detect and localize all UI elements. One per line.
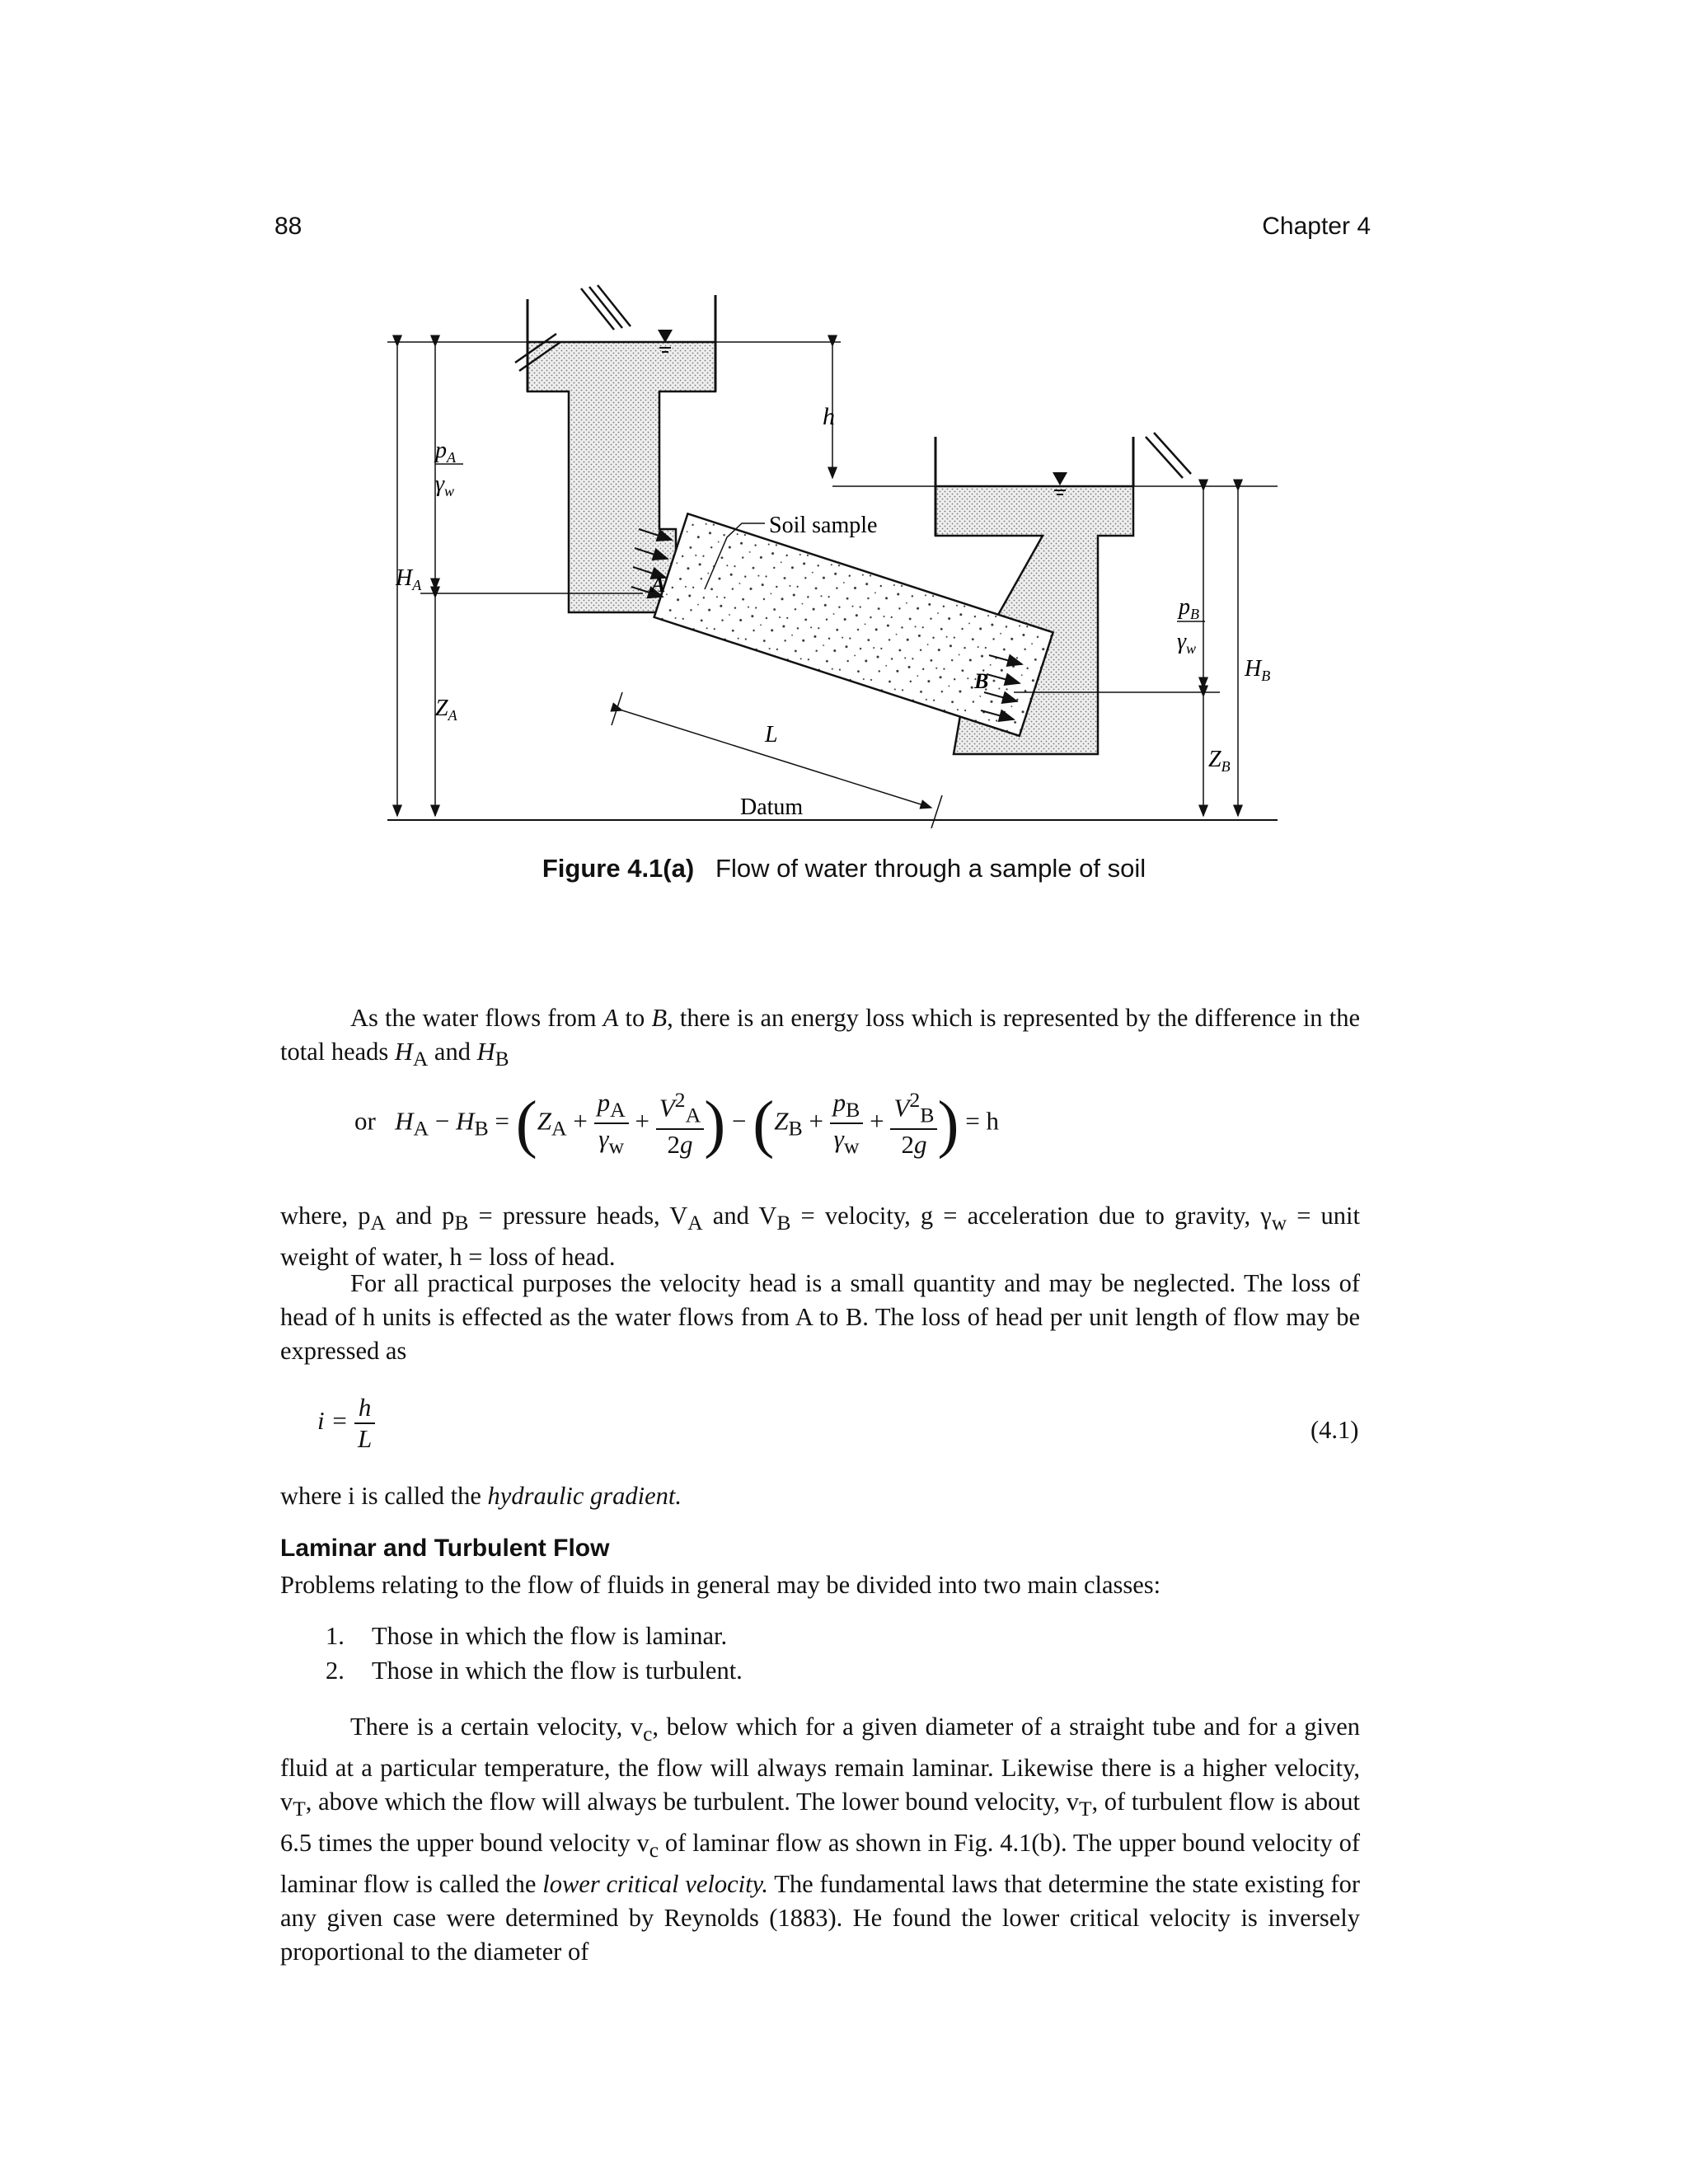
label-pb-sub: B	[1190, 606, 1199, 622]
list-item: 2. Those in which the flow is turbulent.	[326, 1657, 743, 1685]
label-pb: p	[1179, 594, 1190, 620]
caption-text: Flow of water through a sample of soil	[715, 854, 1146, 883]
paragraph-1: As the water flows from A to B, there is an energy loss which is represented by the difference in the total heads $H_A$ and $H_B$	[280, 1004, 1360, 1071]
paragraph-2: For all practical purposes the velocity head is a small quantity and may be neglected. The loss of head of h units is effected as the water flows from A to B. The loss of head per unit length of flow may be expressed as	[280, 1269, 1360, 1365]
chapter-label: Chapter 4	[1262, 213, 1371, 240]
svg-text:γw	[1177, 629, 1196, 657]
svg-text:ZA	[435, 696, 458, 724]
label-pa-sub: A	[447, 449, 456, 466]
page-number: 88	[274, 213, 302, 240]
label-zb: Z	[1208, 747, 1221, 772]
label-gamma-right: γ	[1177, 629, 1187, 654]
equation-number: (4.1)	[1311, 1416, 1359, 1444]
label-gamma-right-sub: w	[1186, 640, 1197, 657]
label-za: Z	[435, 696, 448, 721]
label-datum: Datum	[740, 794, 804, 820]
figure-caption	[0, 854, 1688, 883]
caption-number: Figure 4.1(a)	[542, 854, 695, 883]
paragraph-where-2: where i is called the hydraulic gradient.	[280, 1482, 682, 1510]
paragraph-where-1: where, $p_A$ and $p_B$ = pressure heads, $V_A$ and $V_B$ = velocity, g = acceleration due to gravity, $\gamma_w$ = unit weight of water, h = loss of head.	[280, 1202, 1360, 1272]
label-ha: H	[396, 565, 413, 591]
equation-energy: or $H_A - H_B = (Z_A$ + $\frac{p_A}{\gamma_w}$ + $\frac{V^2_A}{2g}$ ) − ($Z_B$ + $\frac{p_B}{\gamma_w}$ + $\frac{V^2_B}{2g}$ ) = h	[354, 1087, 999, 1160]
label-gamma-left-sub: w	[444, 483, 455, 499]
svg-text:HA	[395, 565, 422, 593]
label-hb: H	[1245, 656, 1262, 682]
svg-text:pA	[434, 438, 457, 466]
label-hb-sub: B	[1261, 668, 1271, 684]
flow-diagram	[387, 280, 1278, 841]
label-soil-sample: Soil sample	[769, 513, 878, 538]
label-b: B	[974, 669, 989, 693]
label-pa: p	[435, 438, 447, 463]
label-a: A	[651, 573, 666, 597]
svg-text:HB	[1244, 656, 1270, 684]
section-heading: Laminar and Turbulent Flow	[280, 1535, 610, 1562]
paragraph-3: Problems relating to the flow of fluids in general may be divided into two main classes:	[280, 1571, 1161, 1599]
svg-text:ZB	[1208, 747, 1231, 775]
label-zb-sub: B	[1221, 758, 1231, 775]
equation-gradient: i = $\frac{h}{L}$	[317, 1393, 375, 1454]
svg-text:γw	[435, 471, 454, 499]
paragraph-4: There is a certain velocity, $v_c$, below which for a given diameter of a straight tube and for a given fluid at a particular temperature, the flow will always remain laminar. Likewise there is a higher velocity, $v_T$, above which the flow will always be turbulent. The lower bound velocity, $v_T$, of turbulent flow is about 6.5 times the upper bound velocity $v_c$ of laminar flow as shown in Fig. 4.1(b). The upper bound velocity of laminar flow is called the lower critical velocity. The fundamental laws that determine the state existing for any given case were determined by Reynolds (1883). He found the lower critical velocity is inversely proportional to the diameter of	[280, 1713, 1360, 1966]
label-gamma-left: γ	[435, 471, 445, 497]
label-l: L	[765, 722, 778, 748]
svg-text:pB	[1177, 594, 1199, 622]
list-item: 1. Those in which the flow is laminar.	[326, 1622, 728, 1650]
label-za-sub: A	[448, 707, 457, 724]
label-ha-sub: A	[412, 577, 422, 593]
label-h: h	[823, 403, 835, 430]
